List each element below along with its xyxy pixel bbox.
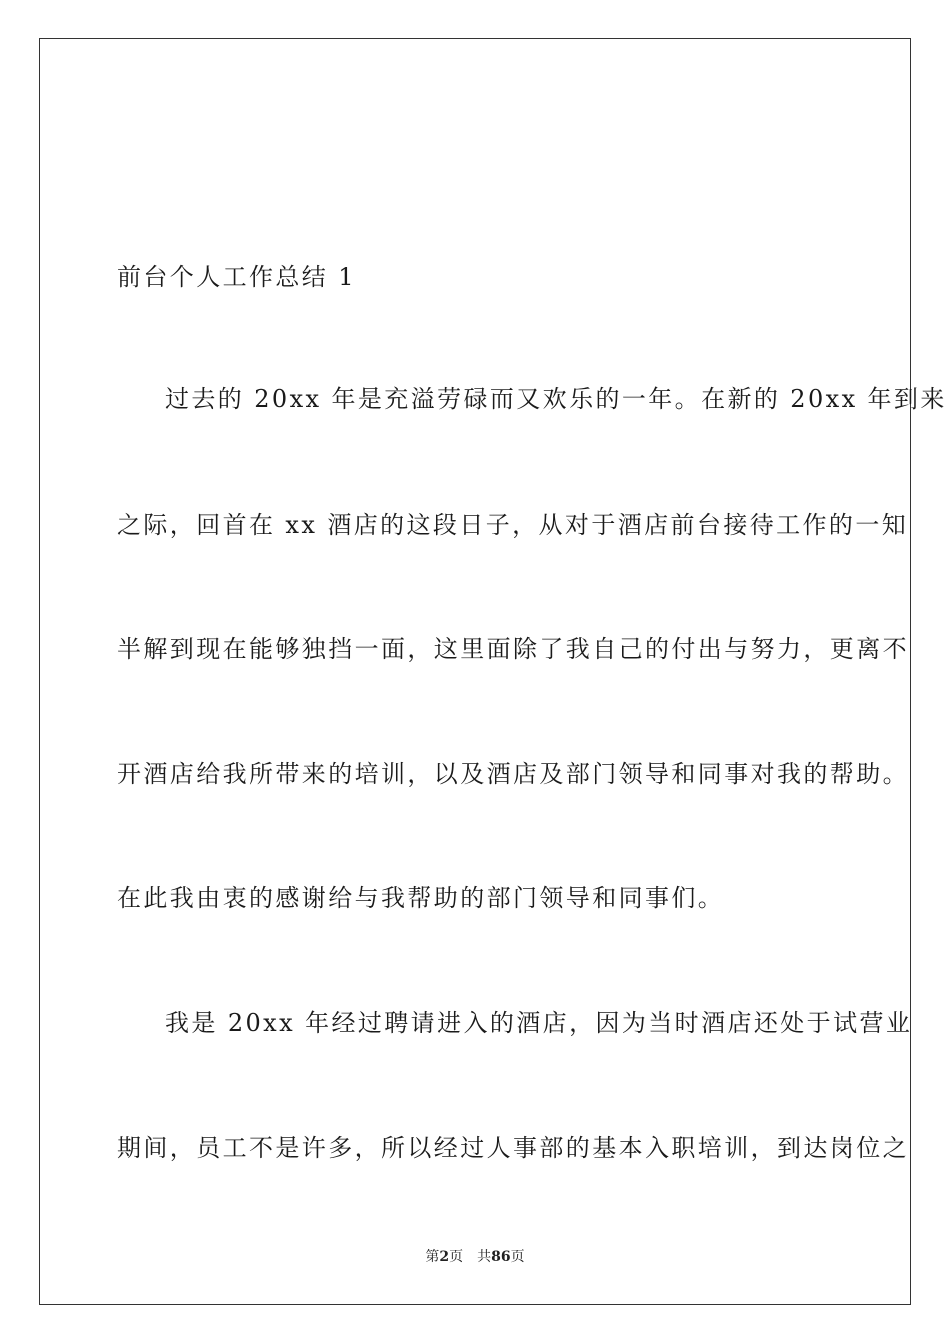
paragraph-1-line-5: 在此我由衷的感谢给与我帮助的部门领导和同事们。 bbox=[117, 884, 725, 912]
total-prefix: 共 bbox=[477, 1249, 492, 1265]
total-pages: 86 bbox=[491, 1249, 511, 1265]
page-border bbox=[39, 38, 947, 1305]
page-prefix: 第 bbox=[425, 1249, 440, 1265]
page-suffix: 页 bbox=[449, 1249, 464, 1265]
paragraph-1-line-4: 开酒店给我所带来的培训，以及酒店及部门领导和同事对我的帮助。 bbox=[117, 760, 909, 788]
paragraph-2-line-1: 我是 20xx 年经过聘请进入的酒店，因为当时酒店还处于试营业 bbox=[165, 1009, 913, 1037]
page-footer bbox=[0, 1248, 950, 1266]
paragraph-1-line-3: 半解到现在能够独挡一面，这里面除了我自己的付出与努力，更离不 bbox=[117, 635, 909, 663]
document-title: 前台个人工作总结 1 bbox=[117, 263, 356, 291]
paragraph-1-line-1: 过去的 20xx 年是充溢劳碌而又欢乐的一年。在新的 20xx 年到来 bbox=[165, 385, 947, 413]
paragraph-2-line-2: 期间，员工不是许多，所以经过人事部的基本入职培训，到达岗位之 bbox=[117, 1134, 909, 1162]
page-number: 2 bbox=[439, 1249, 450, 1265]
paragraph-1-line-2: 之际，回首在 xx 酒店的这段日子，从对于酒店前台接待工作的一知 bbox=[117, 511, 909, 539]
total-suffix: 页 bbox=[510, 1249, 525, 1265]
